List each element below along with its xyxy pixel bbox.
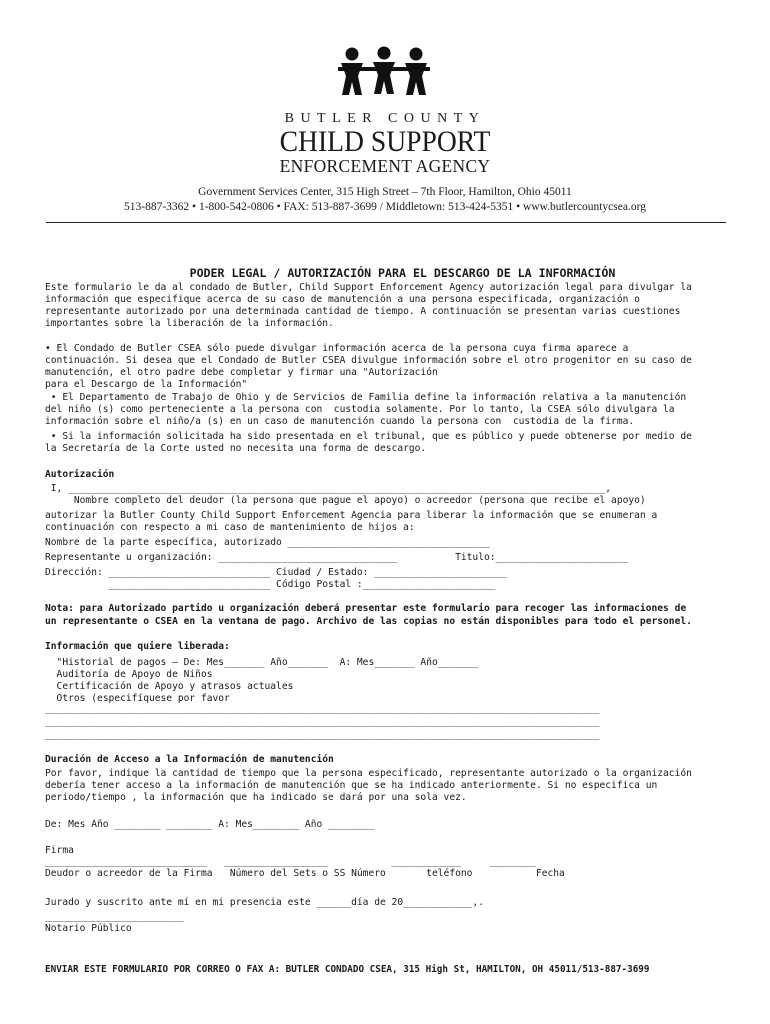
authorize-text: autorizar la Butler County Child Support Enforcement Agencia para liberar la información que se enumeran a <box>45 510 658 521</box>
zip-field[interactable]: ____________________________ Código Postal :_______________________ <box>45 579 496 590</box>
agency-name-line2: ENFORCEMENT AGENCY <box>279 156 491 176</box>
signature-lines[interactable]: ____________________________ __________________ ____________ ________ <box>45 856 536 867</box>
bullet-line: información sobre el niño/a (s) en un caso de manutención cuando la persona con custodia de la firma. <box>45 416 635 427</box>
duration-text: periodo/tiempo , la información que ha indicado se dará por una sola vez. <box>45 792 467 803</box>
note-line: un representante o CSEA en la ventana de pago. Archivo de las copias no están disponibles para todo el personel. <box>45 616 692 627</box>
full-name-caption: Nombre completo del deudor (la persona que pague el apoyo) o acreedor (persona que recibe el apoyo) <box>45 495 646 506</box>
info-item-other[interactable]: Otros (especifíquese por favor <box>45 693 230 704</box>
bullet-line: manutención, el otro padre debe completar y firmar una "Autorización <box>45 367 438 378</box>
agency-name-line1: CHILD SUPPORT <box>279 125 491 158</box>
duration-text: Por favor, indique la cantidad de tiempo que la persona especificado, representante autorizado o la organización <box>45 768 692 779</box>
info-item-certification[interactable]: Certificación de Apoyo y atrasos actuales <box>45 681 294 692</box>
intro-line: representante autorizado por una determinada cantidad de tiempo. A continuación se presentan varias cuestiones <box>45 306 681 317</box>
authorization-heading: Autorización <box>45 469 115 480</box>
notary-signature-line[interactable]: ________________________ <box>45 911 184 922</box>
note-line: Nota: para Autorizado partido u organización deberá presentar este formulario para recoger las informaciones de <box>45 603 687 614</box>
bullet-line: continuación. Si desea que el Condado de Butler CSEA divulgue información sobre el otro progenitor en su caso de <box>45 355 692 366</box>
bullet-line: del niño (s) como perteneciente a la persona con custodia solamente. Por lo tanto, la CSEA sólo divulgara la <box>45 404 675 415</box>
form-title: PODER LEGAL / AUTORIZACIÓN PARA EL DESCARGO DE LA INFORMACIÓN <box>189 266 616 280</box>
full-name-field[interactable]: I, _____________________________________________________________________________________________, <box>45 483 612 494</box>
duration-heading: Duración de Acceso a la Información de manutención <box>45 754 334 765</box>
info-item-audit[interactable]: Auditoría de Apoyo de Niños <box>45 669 213 680</box>
bullet-line: • El Departamento de Trabajo de Ohio y de Servicios de Familia define la información relativa a la manutención <box>45 392 687 403</box>
address-field[interactable]: Dirección: ____________________________ Ciudad / Estado: _______________________ <box>45 567 508 578</box>
duration-text: debería tener acceso a la información de manutención que se ha indicado anteriormente. Si no especifica un <box>45 780 658 791</box>
duration-range-field[interactable]: De: Mes Año ________ ________ A: Mes________ Año ________ <box>45 819 375 830</box>
county-name: BUTLER COUNTY <box>284 111 486 126</box>
agency-address: Government Services Center, 315 High Street – 7th Floor, Hamilton, Ohio 45011 <box>198 186 572 198</box>
info-item-payment-history[interactable]: "Historial de pagos – De: Mes_______ Año_______ A: Mes_______ Año_______ <box>45 657 479 668</box>
other-blank-line[interactable]: ________________________________________________________________________________________________ <box>45 729 600 740</box>
bullet-line: • El Condado de Butler CSEA sólo puede divulgar información acerca de la persona cuya firma aparece a <box>45 343 629 354</box>
other-blank-line[interactable]: ________________________________________________________________________________________________ <box>45 703 600 714</box>
intro-line: Este formulario le da al condado de Butler, Child Support Enforcement Agency autorización legal para divulgar la <box>45 282 692 293</box>
agency-logo-figures <box>338 46 430 98</box>
intro-line: información que especifique acerca de su caso de manutención a una persona especificada, organización o <box>45 294 640 305</box>
signature-captions: Deudor o acreedor de la Firma Número del Sets o SS Número teléfono Fecha <box>45 868 565 879</box>
notary-sworn-field[interactable]: Jurado y suscrito ante mí en mi presencia este ______día de 20____________,. <box>45 897 484 908</box>
bullet-line: la Secretaría de la Corte usted no necesita una forma de descargo. <box>45 443 427 454</box>
notary-label: Notario Público <box>45 923 132 934</box>
representative-field[interactable]: Representante u organización: _______________________________ Titulo:_______________________ <box>45 552 629 563</box>
authorized-party-field[interactable]: Nombre de la parte específica, autorizado ___________________________________ <box>45 537 490 548</box>
signature-label: Firma <box>45 845 74 856</box>
footer-mailing-instructions: ENVIAR ESTE FORMULARIO POR CORREO O FAX A: BUTLER CONDADO CSEA, 315 High St, HAMILTON, OH 45011/513-887-3699 <box>45 964 650 975</box>
bullet-line: para el Descargo de la Información" <box>45 379 248 390</box>
info-heading: Información que quiere liberada: <box>45 641 230 652</box>
other-blank-line[interactable]: ________________________________________________________________________________________________ <box>45 716 600 727</box>
intro-line: importantes sobre la liberación de la información. <box>45 318 334 329</box>
authorize-text: continuación con respecto a mi caso de mantenimiento de hijos a: <box>45 522 415 533</box>
header-divider <box>46 222 726 223</box>
agency-contact: 513-887-3362 • 1-800-542-0806 • FAX: 513-887-3699 / Middletown: 513-424-5351 • www.butlercountycsea.org <box>124 201 646 213</box>
bullet-line: • Si la información solicitada ha sido presentada en el tribunal, que es público y puede obtenerse por medio de <box>45 431 692 442</box>
